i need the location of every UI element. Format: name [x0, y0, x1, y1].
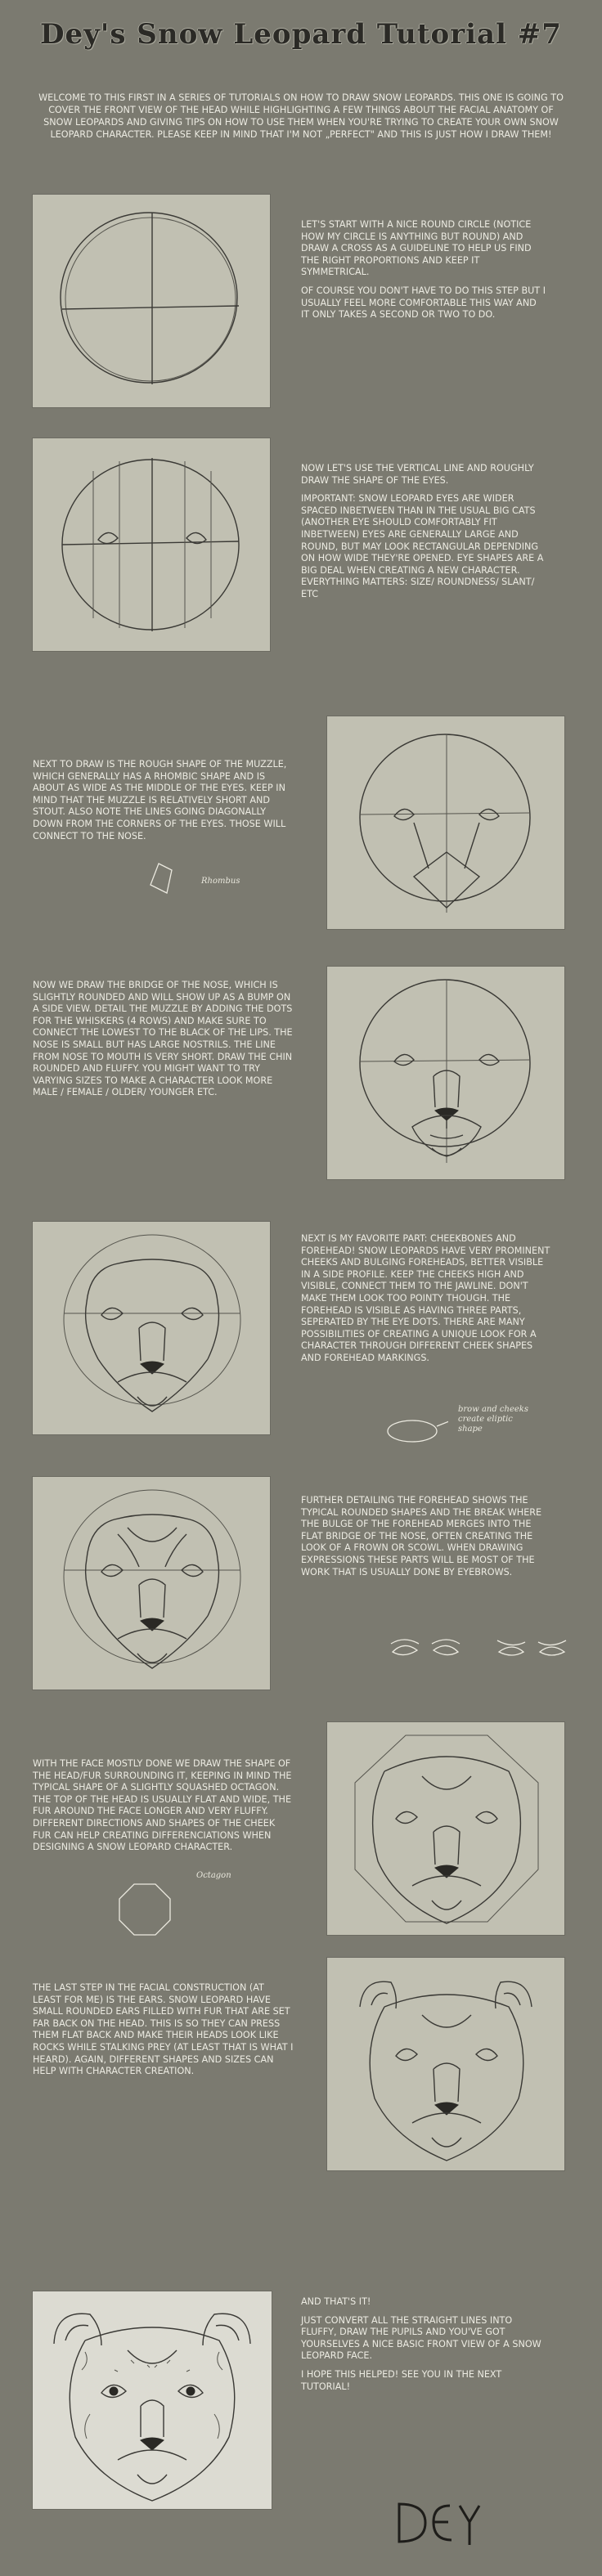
step6-text [301, 1495, 555, 1585]
rhombus-sketch [144, 859, 209, 900]
step2-paragraph: IMPORTANT: SNOW LEOPARD EYES ARE WIDER SPACED INBETWEEN THAN IN THE USUAL BIG CATS (ANOTHER EYE SHOULD COMFORTABLY FIT INBETWEEN) EYES ARE GENERALLY LARGE AND ROUND, BUT MAY LOOK RECTANGULAR DEPENDING ON HOW WIDE THEY'RE OPENED. EYE SHAPES ARE A BIG DEAL WHEN CREATING A NEW CHARACTER. EVERYTHING MATTERS: SIZE/ ROUNDNESS/ SLANT/ ETC [301, 493, 544, 599]
octagon-sketch [113, 1878, 178, 1943]
step5-paragraph: NEXT IS MY FAVORITE PART: CHEEKBONES AND FOREHEAD! SNOW LEOPARDS HAVE VERY PROMINENT CHEEKS AND BULGING FOREHEADS, BETTER VISIBLE IN A SIDE PROFILE. KEEP THE CHEEKS HIGH AND VISIBLE, CONNECT THEM TO THE JAWLINE. DON'T MAKE THEM LOOK TOO POINTY THOUGH. THE FOREHEAD IS VISIBLE AS HAVING THREE PARTS, SEPERATED BY THE EYE DOTS. THERE ARE MANY POSSIBILITIES OF CREATING A UNIQUE LOOK FOR A CHARACTER THROUGH DIFFERENT CHEEK SHAPES AND FOREHEAD MARKINGS. [301, 1233, 550, 1363]
sketch-panel-step8 [327, 1958, 564, 2170]
step8-text [33, 1982, 294, 2085]
sketch-panel-step4 [327, 967, 564, 1179]
step9-paragraph: I HOPE THIS HELPED! SEE YOU IN THE NEXT TUTORIAL! [301, 2368, 502, 2392]
sketch-panel-final [33, 2291, 272, 2509]
sketch-panel-step1 [33, 195, 270, 407]
intro-text: WELCOME TO THIS FIRST IN A SERIES OF TUTORIALS ON HOW TO DRAW SNOW LEOPARDS. THIS ONE IS GOING TO COVER THE FRONT VIEW OF THE HEAD WHILE HIGHLIGHTING A FEW THINGS ABOUT THE FACIAL ANATOMY OF SNOW LEOPARDS AND GIVING TIPS ON HOW TO USE THEM WHEN YOU'RE TRYING TO CREATE YOUR OWN SNOW LEOPARD CHARACTER. PLEASE KEEP IN MIND THAT I'M NOT „PERFECT" AND THIS IS JUST HOW I DRAW THEM! [38, 92, 564, 140]
sketch-panel-step7 [327, 1722, 564, 1935]
sketch-panel-step5 [33, 1222, 270, 1434]
step1-paragraph: LET'S START WITH A NICE ROUND CIRCLE (NOTICE HOW MY CIRCLE IS ANYTHING BUT ROUND) AND DRAW A CROSS AS A GUIDELINE TO HELP US FIND THE RIGHT PROPORTIONS AND KEEP IT SYMMETRICAL. [301, 219, 532, 278]
octagon-note: Octagon [196, 1871, 231, 1880]
step6-paragraph: FURTHER DETAILING THE FOREHEAD SHOWS THE TYPICAL ROUNDED SHAPES AND THE BREAK WHERE THE BULGE OF THE FOREHEAD MERGES INTO THE FLAT BRIDGE OF THE NOSE, OFTEN CREATING THE LOOK OF A FROWN OR SCOWL. WHEN DRAWING EXPRESSIONS THESE PARTS WILL BE MOST OF THE WORK THAT IS USUALLY DONE BY EYEBROWS. [301, 1495, 542, 1577]
step5-text [301, 1233, 555, 1371]
signature-logo [393, 2494, 483, 2551]
step2-paragraph: NOW LET'S USE THE VERTICAL LINE AND ROUGHLY DRAW THE SHAPE OF THE EYES. [301, 463, 534, 486]
step1-text [301, 219, 546, 328]
ellipse-sketch [383, 1415, 448, 1447]
step7-paragraph: WITH THE FACE MOSTLY DONE WE DRAW THE SHAPE OF THE HEAD/FUR SURROUNDING IT, KEEPING IN MIND THE TYPICAL SHAPE OF A SLIGHTLY SQUASHED OCTAGON. THE TOP OF THE HEAD IS USUALLY FLAT AND WIDE, THE FUR AROUND THE FACE LONGER AND VERY FLUFFY. DIFFERENT DIRECTIONS AND SHAPES OF THE CHEEK FUR CAN HELP CREATING DIFFERENCIATIONS WHEN DESIGNING A SNOW LEOPARD CHARACTER. [33, 1758, 292, 1853]
step9-text [301, 2296, 546, 2399]
sketch-panel-step6 [33, 1477, 270, 1690]
step4-paragraph: NOW WE DRAW THE BRIDGE OF THE NOSE, WHICH IS SLIGHTLY ROUNDED AND WILL SHOW UP AS A BUMP ON A SIDE VIEW. DETAIL THE MUZZLE BY ADDING THE DOTS FOR THE WHISKERS (4 ROWS) AND MAKE SURE TO CONNECT THE LOWEST TO THE BLACK OF THE LIPS. THE NOSE IS SMALL BUT HAS LARGE NOSTRILS. THE LINE FROM NOSE TO MOUTH IS VERY SHORT. DRAW THE CHIN ROUNDED AND FLUFFY. YOU MIGHT WANT TO TRY VARYING SIZES TO MAKE A CHARACTER LOOK MORE MALE / FEMALE / OLDER/ YOUNGER ETC. [33, 980, 293, 1098]
step7-text [33, 1758, 294, 1860]
cheeks-note: brow and cheeks create eliptic shape [458, 1405, 528, 1434]
step3-text [33, 759, 294, 849]
page-title: Dey's Snow Leopard Tutorial #7 [40, 18, 562, 51]
step3-paragraph: NEXT TO DRAW IS THE ROUGH SHAPE OF THE MUZZLE, WHICH GENERALLY HAS A RHOMBIC SHAPE AND IS ABOUT AS WIDE AS THE MIDDLE OF THE EYES. KEEP IN MIND THAT THE MUZZLE IS RELATIVELY SHORT AND STOUT. ALSO NOTE THE LINES GOING DIAGONALLY DOWN FROM THE CORNERS OF THE EYES. THOSE WILL CONNECT TO THE NOSE. [33, 759, 287, 841]
sketch-panel-step2 [33, 438, 270, 651]
eye-expression-sketches [384, 1629, 581, 1670]
step9-paragraph: AND THAT'S IT! [301, 2296, 371, 2307]
step8-paragraph: THE LAST STEP IN THE FACIAL CONSTRUCTION (AT LEAST FOR ME) IS THE EARS. SNOW LEOPARD HAVE SMALL ROUNDED EARS FILLED WITH FUR THAT ARE SET FAR BACK ON THE HEAD. THIS IS SO THEY CAN PRESS THEM FLAT BACK AND MAKE THEIR HEADS LOOK LIKE ROCKS WHILE STALKING PREY (AT LEAST THAT IS WHAT I HEARD). AGAIN, DIFFERENT SHAPES AND SIZES CAN HELP WITH CHARACTER CREATION. [33, 1982, 294, 2077]
sketch-panel-step3 [327, 716, 564, 929]
step1-paragraph: OF COURSE YOU DON'T HAVE TO DO THIS STEP BUT I USUALLY FEEL MORE COMFORTABLE THIS WAY AND IT ONLY TAKES A SECOND OR TWO TO DO. [301, 285, 546, 321]
step9-paragraph: JUST CONVERT ALL THE STRAIGHT LINES INTO FLUFFY, DRAW THE PUPILS AND YOU'VE GOT YOURSELVES A NICE BASIC FRONT VIEW OF A SNOW LEOPARD FACE. [301, 2314, 541, 2362]
step4-text [33, 980, 294, 1106]
rhombus-note: Rhombus [201, 877, 240, 886]
step2-text [301, 463, 546, 608]
